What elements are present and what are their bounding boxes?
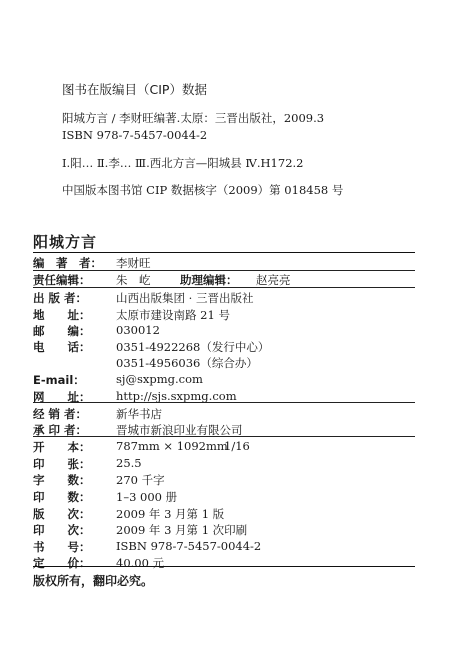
imprint-value: 李财旺	[116, 256, 151, 270]
imprint-label: 网 址：	[33, 390, 91, 404]
assistant-editor-value: 赵亮亮	[256, 273, 291, 287]
imprint-value: 270 千字	[116, 473, 165, 487]
imprint-value: http://sjs.sxpmg.com	[116, 389, 237, 403]
imprint-label: 编 著 者：	[33, 256, 102, 270]
section-rule	[33, 287, 415, 288]
imprint-value: 0351-4922268（发行中心）	[116, 340, 270, 354]
section-rule	[33, 436, 415, 437]
title-rule	[33, 252, 415, 253]
imprint-label: 承 印 者：	[33, 423, 88, 437]
imprint-label: 印 张：	[33, 457, 91, 471]
section-rule	[33, 270, 415, 271]
cip-heading: 图书在版编目（CIP）数据	[62, 82, 207, 97]
imprint-value-secondary: 1/16	[224, 439, 250, 453]
imprint-label: 地 址：	[33, 308, 91, 322]
imprint-value: 山西出版集团 · 三晋出版社	[116, 291, 254, 305]
imprint-value: 2009 年 3 月第 1 次印刷	[116, 523, 248, 537]
cip-verification: 中国版本图书馆 CIP 数据核字（2009）第 018458 号	[62, 183, 344, 197]
cip-line-isbn: ISBN 978-7-5457-0044-2	[62, 128, 208, 142]
imprint-value: 030012	[116, 323, 160, 337]
imprint-value: 2009 年 3 月第 1 版	[116, 507, 225, 521]
imprint-label: 印 数：	[33, 490, 91, 504]
imprint-value: 25.5	[116, 456, 142, 470]
imprint-label: 书 号：	[33, 540, 91, 554]
imprint-value: 新华书店	[116, 407, 162, 421]
imprint-label: 字 数：	[33, 473, 91, 487]
imprint-label: 定 价：	[33, 556, 91, 570]
imprint-label: E-mail：	[33, 373, 85, 387]
imprint-label: 开 本：	[33, 440, 91, 454]
imprint-value: ISBN 978-7-5457-0044-2	[116, 539, 262, 553]
imprint-label: 印 次：	[33, 523, 91, 537]
cip-classification: Ⅰ.阳… Ⅱ.李… Ⅲ.西北方言—阳城县 Ⅳ.H172.2	[62, 156, 304, 170]
imprint-value: 1–3 000 册	[116, 490, 178, 504]
imprint-value: 晋城市新浪印业有限公司	[116, 423, 243, 437]
imprint-value: 787mm × 1092mm	[116, 439, 228, 453]
imprint-label: 版 次：	[33, 507, 91, 521]
imprint-label: 邮 编：	[33, 324, 91, 338]
assistant-editor-label: 助理编辑：	[180, 273, 238, 287]
imprint-value: 40.00 元	[116, 556, 165, 570]
imprint-label: 经 销 者：	[33, 407, 88, 421]
imprint-label: 出 版 者：	[33, 291, 88, 305]
imprint-value: 朱 屹	[116, 273, 151, 287]
section-rule	[33, 402, 415, 403]
cip-line-title: 阳城方言 / 李财旺编著.太原：三晋出版社，2009.3	[62, 111, 325, 125]
imprint-label: 电 话：	[33, 340, 91, 354]
imprint-label: 责任编辑：	[33, 273, 91, 287]
imprint-value: 0351-4956036（综合办）	[116, 356, 258, 370]
rights-notice: 版权所有，翻印必究。	[33, 574, 154, 588]
imprint-value: sj@sxpmg.com	[116, 372, 203, 386]
imprint-value: 太原市建设南路 21 号	[116, 308, 230, 322]
bottom-rule	[33, 566, 415, 567]
book-title: 阳城方言	[33, 233, 98, 251]
